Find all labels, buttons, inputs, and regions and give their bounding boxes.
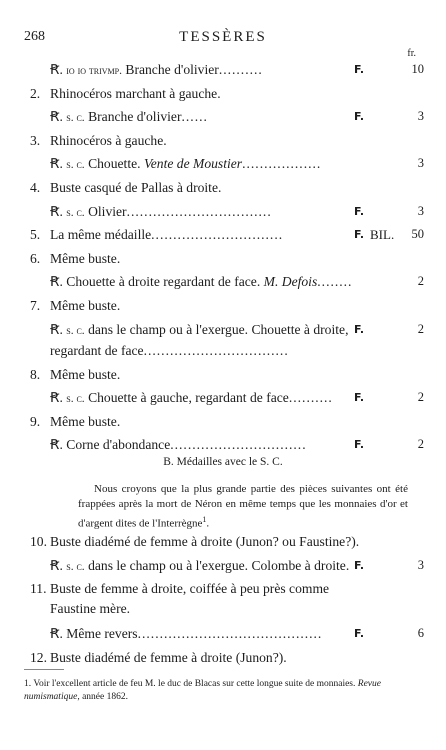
legend-text: s. c.: [66, 560, 85, 573]
leader-dots: ..........................................: [137, 626, 323, 642]
leader-dots: ........: [317, 274, 353, 290]
reverse-entry: [0, 105, 446, 129]
entry-text: dans le champ ou à l'exergue. Chouette à droite, regardant de face: [50, 321, 349, 358]
price-value: 10: [411, 62, 424, 76]
reverse-symbol: Ꞧ.: [50, 203, 67, 219]
catalog-entries-a: [0, 58, 446, 457]
reverse-symbol: Ꞧ.: [50, 156, 67, 172]
legend-text: s. c.: [66, 159, 85, 172]
running-title: TESSÈRES: [179, 29, 267, 45]
entry-text: Corne d'abondance: [66, 437, 171, 453]
rarity-mark: F.: [354, 63, 365, 76]
entry-description: [50, 176, 376, 200]
rarity-mark: F.: [354, 322, 365, 336]
leader-dots: ...............................: [170, 437, 307, 453]
catalog-entry: [0, 646, 446, 670]
reverse-symbol: Ꞧ.: [50, 626, 67, 642]
leader-dots: ..........: [218, 62, 263, 77]
entry-text: Rhinocéros marchant à gauche.: [50, 85, 221, 101]
price-value: 2: [417, 321, 424, 336]
entry-text: Buste diadémé de femme à droite (Junon? ou Faustine?).: [50, 534, 360, 549]
entry-number: 7.: [30, 297, 41, 313]
rarity-mark: F.: [354, 627, 365, 641]
reverse-entry: [0, 200, 446, 224]
rarity-mark: F.: [354, 228, 365, 242]
rarity-mark: F.: [354, 391, 365, 405]
entry-description: [50, 386, 376, 412]
reverse-entry: [0, 58, 446, 82]
catalog-entry: [0, 176, 446, 200]
catalog-entry: [0, 577, 446, 622]
price-value: 2: [417, 274, 424, 289]
entry-text: Même buste.: [50, 250, 121, 266]
legend-text: s. c.: [66, 206, 85, 219]
entry-number: 6.: [30, 250, 41, 266]
entry-description: [50, 530, 376, 554]
entry-description: [50, 270, 376, 294]
legend-text: s. c.: [66, 324, 85, 337]
entry-description: [50, 58, 376, 84]
price-value: 3: [417, 203, 424, 218]
catalog-entry: [0, 129, 446, 153]
entry-description: [50, 294, 376, 318]
entry-description: [50, 320, 376, 361]
rarity-mark: F.: [354, 438, 365, 452]
entry-text: Rhinocéros à gauche.: [50, 132, 167, 148]
entry-number: 3.: [30, 132, 41, 148]
catalog-entry: [0, 223, 446, 247]
rarity-mark: F.: [354, 558, 365, 572]
section-heading: B. Médailles avec le S. C.: [163, 456, 283, 468]
catalog-entry: [0, 410, 446, 434]
price-value: 3: [417, 557, 424, 572]
entry-number: 5.: [30, 227, 41, 243]
footnote-ref: 1: [202, 515, 207, 524]
catalog-entry: [0, 247, 446, 271]
entry-description: [50, 223, 376, 247]
entry-description: [50, 200, 376, 226]
entry-text: Chouette à gauche, regardant de face: [84, 390, 289, 406]
entry-text: La même médaille: [50, 227, 152, 243]
price-value: 50: [411, 227, 424, 242]
reverse-entry: [0, 152, 446, 176]
legend-text: s. c.: [66, 393, 85, 406]
entry-number: 4.: [30, 179, 41, 195]
footnote-rule: [24, 669, 64, 670]
footnote-text: 1. Voir l'excellent article de feu M. le duc de Blacas sur cette longue suite de monnaies.: [24, 679, 358, 689]
entry-description: [50, 129, 376, 153]
running-header: [0, 29, 446, 49]
entry-description: [50, 433, 376, 457]
entry-description: [50, 105, 376, 131]
entry-description: [50, 646, 376, 670]
section-intro: [78, 482, 408, 532]
entry-description: [50, 579, 376, 619]
page-number: 268: [24, 29, 45, 44]
price-value: 6: [417, 626, 424, 641]
price-value: 3: [417, 109, 424, 124]
price-value: 3: [417, 156, 424, 171]
entry-text: Même buste.: [50, 366, 121, 382]
provenance-text: Vente de Moustier: [143, 156, 243, 172]
entry-text: Même buste.: [50, 297, 121, 313]
leader-dots: ..........: [288, 390, 333, 406]
intro-end: .: [206, 517, 210, 530]
entry-text: Buste diadémé de femme à droite (Junon?).: [50, 649, 287, 665]
reverse-symbol: Ꞧ.: [50, 109, 67, 125]
footnote-journal: Revue numismatique: [24, 679, 381, 702]
reverse-entry: [0, 554, 446, 578]
reverse-entry: [0, 318, 446, 363]
reverse-entry: [0, 386, 446, 410]
entry-description: [50, 152, 376, 178]
reverse-symbol: Ꞧ.: [50, 321, 67, 337]
reverse-symbol: Ꞧ.: [50, 557, 67, 573]
leader-dots: .................................: [126, 203, 272, 219]
reverse-symbol: Ꞧ.: [50, 437, 67, 453]
entry-text: Olivier: [84, 203, 127, 219]
catalog-entry: [0, 530, 446, 554]
entry-description: [50, 82, 376, 106]
entry-text: Branche d'olivier: [121, 62, 219, 77]
entry-number: 12.: [30, 649, 47, 665]
entry-text: Même revers: [66, 626, 138, 642]
footnote-end: , année 1862.: [77, 692, 128, 702]
entry-description: [50, 363, 376, 387]
rarity-mark: F.: [354, 110, 365, 124]
catalog-entry: [0, 294, 446, 318]
legend-text: s. c.: [66, 112, 85, 125]
leader-dots: ......: [181, 109, 208, 125]
entry-text: Branche d'olivier: [84, 109, 182, 125]
entry-text: dans le champ ou à l'exergue. Colombe à droite.: [84, 557, 350, 573]
catalog-entry: [0, 82, 446, 106]
reverse-entry: [0, 622, 446, 646]
entry-description: [50, 554, 376, 580]
value-column-heading: fr.: [407, 48, 416, 59]
reverse-entry: [0, 270, 446, 294]
leader-dots: ..............................: [151, 227, 284, 243]
metal-label: BIL.: [370, 227, 395, 243]
catalog-entry: [0, 363, 446, 387]
entry-number: 8.: [30, 366, 41, 382]
intro-text: Nous croyons que la plus grande partie des pièces suivantes ont été frappées après la mort de Néron en même temps que les monnaies d'or et d'argent dites de l'Interrègne: [78, 483, 408, 530]
provenance-text: M. Defois: [263, 274, 318, 290]
entry-text: Buste de femme à droite, coiffée à peu près comme Faustine mère.: [50, 581, 330, 617]
price-value: 2: [417, 390, 424, 405]
reverse-symbol: Ꞧ.: [50, 390, 67, 406]
entry-number: 10.: [30, 534, 47, 549]
price-value: 2: [417, 437, 424, 452]
leader-dots: ..................: [242, 156, 322, 172]
entry-number: 9.: [30, 413, 41, 429]
entry-text: Chouette.: [84, 156, 144, 172]
reverse-symbol: Ꞧ.: [50, 274, 67, 290]
legend-text: io io trivmp.: [66, 65, 122, 77]
entry-description: [50, 247, 376, 271]
leader-dots: .................................: [143, 342, 289, 358]
reverse-entry: [0, 433, 446, 457]
entry-text: Chouette à droite regardant de face.: [66, 274, 264, 290]
entry-text: Buste casqué de Pallas à droite.: [50, 179, 222, 195]
entry-number: 11.: [30, 581, 47, 597]
entry-number: 2.: [30, 85, 41, 101]
entry-description: [50, 410, 376, 434]
entry-description: [50, 622, 376, 646]
entry-text: Même buste.: [50, 413, 121, 429]
footnote: [24, 678, 420, 704]
reverse-symbol: Ꞧ.: [50, 62, 67, 77]
rarity-mark: F.: [354, 204, 365, 218]
catalog-entries-b: [0, 530, 446, 669]
